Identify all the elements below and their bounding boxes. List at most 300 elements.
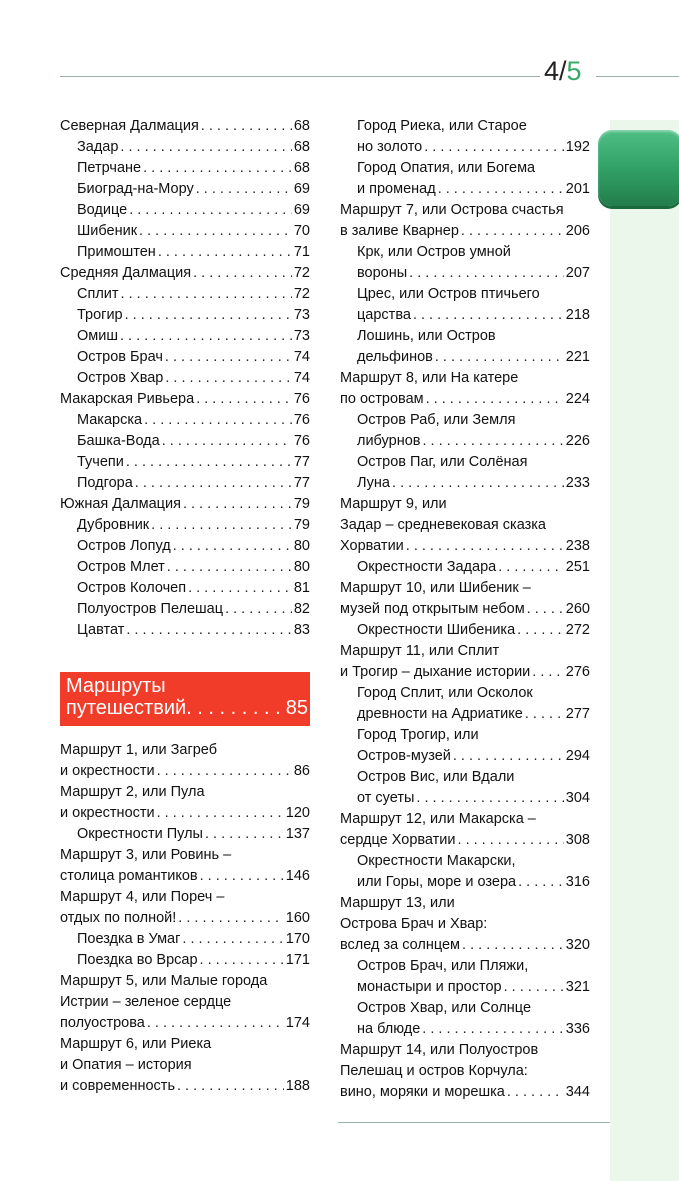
toc-entry-page: 146 xyxy=(285,868,310,884)
toc-entry-title: Окрестности Пулы xyxy=(77,826,203,842)
toc-entry xyxy=(60,908,310,929)
toc-entry-title: вино, моряки и морешка xyxy=(340,1084,505,1100)
toc-entry-title: Примоштен xyxy=(77,244,156,260)
toc-leader xyxy=(129,200,292,221)
toc-entry-title: Острова Брач и Хвар: xyxy=(340,916,488,932)
toc-entry-title: Окрестности Шибеника xyxy=(357,622,516,638)
toc-entry-page: 79 xyxy=(293,517,310,533)
toc-entry-title: или Горы, море и озера xyxy=(357,874,517,890)
toc-leader xyxy=(406,536,564,557)
toc-leader xyxy=(424,137,564,158)
toc-entry xyxy=(340,221,590,242)
toc-entry xyxy=(340,956,590,977)
toc-entry-title: Маршрут 4, или Пореч – xyxy=(60,889,225,905)
toc-entry xyxy=(340,410,590,431)
toc-leader xyxy=(201,116,292,137)
toc-entry-page: 79 xyxy=(293,496,310,512)
toc-entry-title: Маршрут 11, или Сплит xyxy=(340,643,500,659)
toc-entry-page: 160 xyxy=(285,910,310,926)
toc-leader xyxy=(461,221,564,242)
toc-leader xyxy=(173,536,292,557)
toc-entry-title: Маршрут 2, или Пула xyxy=(60,784,205,800)
toc-leader xyxy=(183,494,292,515)
toc-entry-title: Остров Млет xyxy=(77,559,165,575)
toc-entry-title: Подгора xyxy=(77,475,133,491)
toc-entry xyxy=(340,284,590,305)
toc-entry xyxy=(60,1013,310,1034)
toc-entry xyxy=(340,137,590,158)
toc-leader xyxy=(525,704,564,725)
toc-leader xyxy=(392,473,564,494)
toc-entry-title: Сплит xyxy=(77,286,119,302)
toc-leader xyxy=(225,599,292,620)
toc-entry xyxy=(340,263,590,284)
toc-entry-title: сердце Хорватии xyxy=(340,832,456,848)
toc-entry-page: 201 xyxy=(565,181,590,197)
toc-entry-title: Город Сплит, или Осколок xyxy=(357,685,533,701)
toc-leader xyxy=(426,389,564,410)
toc-leader xyxy=(504,977,564,998)
toc-leader xyxy=(143,158,292,179)
toc-entry xyxy=(340,809,590,830)
toc-entry xyxy=(340,578,590,599)
toc-entry-title: Средняя Далмация xyxy=(60,265,192,281)
toc-entry xyxy=(60,515,310,536)
toc-entry-title: и окрестности xyxy=(60,805,155,821)
toc-entry xyxy=(60,578,310,599)
toc-entry-title: Маршрут 3, или Ровинь – xyxy=(60,847,232,863)
toc-entry-page: 171 xyxy=(285,952,310,968)
toc-entry xyxy=(340,641,590,662)
toc-entry-title: древности на Адриатике xyxy=(357,706,523,722)
page-separator: / xyxy=(559,56,567,86)
toc-entry-title: Маршрут 1, или Загреб xyxy=(60,742,218,758)
toc-entry xyxy=(60,347,310,368)
toc-entry xyxy=(60,179,310,200)
toc-entry-page: 277 xyxy=(565,706,590,722)
toc-entry xyxy=(60,866,310,887)
toc-entry-page: 68 xyxy=(293,160,310,176)
toc-leader xyxy=(126,452,292,473)
toc-leader xyxy=(196,389,292,410)
toc-entry xyxy=(340,935,590,956)
banner-title-line2 xyxy=(66,697,308,720)
toc-entry-title: Остров Лопуд xyxy=(77,538,171,554)
toc-entry xyxy=(340,851,590,872)
toc-entry xyxy=(60,116,310,137)
toc-leader xyxy=(162,431,292,452)
toc-entry xyxy=(60,887,310,908)
toc-entry xyxy=(60,137,310,158)
toc-entry-page: 344 xyxy=(565,1084,590,1100)
toc-leader xyxy=(177,1076,284,1097)
toc-entry-title: но золото xyxy=(357,139,423,155)
toc-entry-page: 304 xyxy=(565,790,590,806)
toc-entry-title: по островам xyxy=(340,391,424,407)
toc-leader xyxy=(453,746,564,767)
toc-entry-page: 86 xyxy=(293,763,310,779)
toc-entry xyxy=(60,494,310,515)
toc-leader xyxy=(205,824,284,845)
toc-leader xyxy=(435,347,564,368)
toc-leader xyxy=(518,872,564,893)
toc-entry-title: Маршрут 5, или Малые города xyxy=(60,973,268,989)
toc-entry-page: 294 xyxy=(565,748,590,764)
toc-entry xyxy=(340,1019,590,1040)
toc-leader xyxy=(147,1013,284,1034)
toc-entry-title: Хорватии xyxy=(340,538,404,554)
toc-entry xyxy=(340,998,590,1019)
toc-entry-page: 73 xyxy=(293,307,310,323)
toc-entry-title: Маршрут 13, или xyxy=(340,895,455,911)
toc-entry xyxy=(60,431,310,452)
toc-entry-title: и променад xyxy=(357,181,436,197)
toc-leader xyxy=(458,830,564,851)
toc-entry xyxy=(60,410,310,431)
toc-leader xyxy=(462,935,564,956)
toc-entry xyxy=(340,557,590,578)
toc-entry-title: Башка-Вода xyxy=(77,433,160,449)
toc-entry-title: Город Риека, или Старое xyxy=(357,118,527,134)
toc-leader xyxy=(413,305,564,326)
toc-leader xyxy=(200,950,284,971)
toc-entry-title: монастыри и простор xyxy=(357,979,502,995)
side-strip xyxy=(610,120,679,1181)
toc-entry-title: Трогир xyxy=(77,307,123,323)
toc-entry-page: 81 xyxy=(293,580,310,596)
toc-entry xyxy=(60,971,310,992)
toc-entry xyxy=(60,368,310,389)
toc-entry-title: Окрестности Макарски, xyxy=(357,853,516,869)
toc-leader xyxy=(517,620,564,641)
toc-entry xyxy=(60,761,310,782)
toc-entry xyxy=(60,284,310,305)
toc-entry xyxy=(60,557,310,578)
page-total: 5 xyxy=(566,56,582,86)
toc-entry-title: дельфинов xyxy=(357,349,433,365)
toc-entry-title: Северная Далмация xyxy=(60,118,199,134)
toc-entry xyxy=(60,845,310,866)
toc-entry xyxy=(340,452,590,473)
toc-entry-page: 74 xyxy=(293,370,310,386)
toc-entry-page: 221 xyxy=(565,349,590,365)
toc-entry xyxy=(340,1040,590,1061)
toc-entry-title: Маршрут 14, или Полуостров xyxy=(340,1042,539,1058)
toc-entry-title: Поездка во Врсар xyxy=(77,952,198,968)
toc-entry xyxy=(340,620,590,641)
toc-entry xyxy=(60,803,310,824)
toc-entry-page: 72 xyxy=(293,286,310,302)
toc-leader xyxy=(507,1082,564,1103)
toc-entry xyxy=(60,452,310,473)
toc-entry-title: Остров Колочеп xyxy=(77,580,187,596)
toc-leader xyxy=(167,557,292,578)
toc-entry xyxy=(60,200,310,221)
toc-entry-page: 70 xyxy=(293,223,310,239)
footer-rule xyxy=(338,1122,610,1123)
toc-entry-title: и современность xyxy=(60,1078,175,1094)
toc-entry-title: Остров Вис, или Вдали xyxy=(357,769,515,785)
toc-entry-title: Остров Брач, или Пляжи, xyxy=(357,958,529,974)
toc-entry xyxy=(60,326,310,347)
toc-entry-title: Маршрут 6, или Риека xyxy=(60,1036,212,1052)
toc-entry-title: Макарска xyxy=(77,412,143,428)
toc-entry-page: 207 xyxy=(565,265,590,281)
toc-entry-title: Остров Раб, или Земля xyxy=(357,412,516,428)
toc-entry-page: 69 xyxy=(293,202,310,218)
toc-entry-title: Крк, или Остров умной xyxy=(357,244,511,260)
toc-entry xyxy=(340,746,590,767)
toc-entry xyxy=(340,914,590,935)
toc-entry-page: 206 xyxy=(565,223,590,239)
toc-entry xyxy=(340,536,590,557)
toc-entry xyxy=(340,494,590,515)
toc-entry-title: Остров Хвар, или Солнце xyxy=(357,1000,532,1016)
toc-entry-title: Макарская Ривьера xyxy=(60,391,195,407)
toc-entry xyxy=(60,992,310,1013)
toc-leader xyxy=(126,620,292,641)
toc-entry-title: Маршрут 12, или Макарска – xyxy=(340,811,536,827)
toc-leader xyxy=(157,761,292,782)
toc-entry-title: и Опатия – история xyxy=(60,1057,192,1073)
toc-entry-title: Шибеник xyxy=(77,223,138,239)
toc-entry xyxy=(60,473,310,494)
toc-entry xyxy=(340,1082,590,1103)
toc-entry xyxy=(340,872,590,893)
toc-leader xyxy=(196,179,292,200)
toc-entry-page: 68 xyxy=(293,139,310,155)
banner-page: 85 xyxy=(285,697,308,719)
toc-entry xyxy=(60,950,310,971)
toc-leader xyxy=(527,599,564,620)
toc-entry xyxy=(340,347,590,368)
toc-column-left-top xyxy=(60,116,310,641)
toc-entry-page: 174 xyxy=(285,1015,310,1031)
toc-entry-title: Южная Далмация xyxy=(60,496,181,512)
toc-entry-title: отдых по полной! xyxy=(60,910,177,926)
toc-entry-title: Город Трогир, или xyxy=(357,727,479,743)
toc-leader xyxy=(438,179,564,200)
toc-entry-page: 77 xyxy=(293,454,310,470)
toc-entry-page: 73 xyxy=(293,328,310,344)
toc-entry-title: Цавтат xyxy=(77,622,125,638)
page-current: 4 xyxy=(544,56,560,86)
toc-leader xyxy=(121,284,292,305)
toc-entry-title: Остров Брач xyxy=(77,349,163,365)
toc-entry xyxy=(340,662,590,683)
toc-entry-page: 233 xyxy=(565,475,590,491)
toc-leader xyxy=(139,221,292,242)
toc-entry xyxy=(340,158,590,179)
toc-entry-page: 192 xyxy=(565,139,590,155)
toc-entry-title: либурнов xyxy=(357,433,421,449)
toc-entry-title: Остров-музей xyxy=(357,748,451,764)
toc-leader xyxy=(157,803,284,824)
toc-entry-page: 80 xyxy=(293,559,310,575)
toc-entry xyxy=(60,599,310,620)
toc-entry-title: Маршрут 8, или На катере xyxy=(340,370,519,386)
toc-entry xyxy=(340,305,590,326)
toc-entry-page: 321 xyxy=(565,979,590,995)
section-tab xyxy=(598,130,679,206)
toc-entry-page: 238 xyxy=(565,538,590,554)
toc-entry xyxy=(60,824,310,845)
toc-entry-title: музей под открытым небом xyxy=(340,601,525,617)
toc-entry-page: 80 xyxy=(293,538,310,554)
toc-leader xyxy=(178,908,284,929)
toc-column-right xyxy=(340,116,590,1103)
toc-entry-page: 251 xyxy=(565,559,590,575)
toc-entry-page: 276 xyxy=(565,664,590,680)
toc-entry xyxy=(60,929,310,950)
toc-entry-page: 68 xyxy=(293,118,310,134)
toc-entry-page: 72 xyxy=(293,265,310,281)
toc-entry-title: вороны xyxy=(357,265,408,281)
toc-entry xyxy=(60,782,310,803)
toc-entry-page: 137 xyxy=(285,826,310,842)
toc-entry xyxy=(340,389,590,410)
banner-title-text: путешествий xyxy=(66,697,187,719)
header-rule xyxy=(60,76,540,77)
toc-leader xyxy=(158,242,292,263)
toc-entry-title: Лошинь, или Остров xyxy=(357,328,496,344)
toc-entry-page: 188 xyxy=(285,1078,310,1094)
toc-entry xyxy=(340,473,590,494)
toc-entry-title: Город Опатия, или Богема xyxy=(357,160,536,176)
toc-entry-title: Тучепи xyxy=(77,454,124,470)
toc-leader xyxy=(182,929,283,950)
toc-entry-page: 77 xyxy=(293,475,310,491)
toc-entry-title: на блюде xyxy=(357,1021,421,1037)
toc-entry-page: 120 xyxy=(285,805,310,821)
toc-entry xyxy=(340,977,590,998)
toc-entry xyxy=(340,767,590,788)
toc-entry-page: 76 xyxy=(293,433,310,449)
toc-entry-title: Остров Хвар xyxy=(77,370,164,386)
toc-entry-page: 218 xyxy=(565,307,590,323)
toc-leader xyxy=(120,137,291,158)
toc-entry-title: Црес, или Остров птичьего xyxy=(357,286,540,302)
toc-leader xyxy=(193,263,292,284)
toc-entry xyxy=(340,599,590,620)
toc-entry-page: 74 xyxy=(293,349,310,365)
toc-entry-title: Луна xyxy=(357,475,391,491)
toc-entry xyxy=(340,431,590,452)
toc-leader xyxy=(188,578,292,599)
toc-leader xyxy=(498,557,564,578)
toc-entry xyxy=(340,1061,590,1082)
toc-entry xyxy=(340,242,590,263)
toc-entry xyxy=(340,725,590,746)
toc-entry-page: 170 xyxy=(285,931,310,947)
banner-title-line1: Маршруты xyxy=(66,675,166,697)
toc-entry-title: Задар – средневековая сказка xyxy=(340,517,546,533)
toc-entry-title: Омиш xyxy=(77,328,118,344)
header-rule-right xyxy=(596,76,679,77)
toc-leader xyxy=(200,866,284,887)
toc-entry-title: и Трогир – дыхание истории xyxy=(340,664,531,680)
toc-entry xyxy=(340,368,590,389)
toc-entry-page: 76 xyxy=(293,412,310,428)
toc-entry xyxy=(60,305,310,326)
toc-entry-title: Маршрут 9, или xyxy=(340,496,447,512)
toc-entry-title: Полуостров Пелешац xyxy=(77,601,224,617)
toc-leader xyxy=(135,473,292,494)
toc-entry-title: вслед за солнцем xyxy=(340,937,461,953)
toc-entry xyxy=(60,221,310,242)
toc-entry xyxy=(340,893,590,914)
toc-entry-page: 260 xyxy=(565,601,590,617)
toc-entry-page: 316 xyxy=(565,874,590,890)
toc-leader xyxy=(532,662,564,683)
page-number xyxy=(544,56,582,87)
toc-entry-title: Маршрут 7, или Острова счастья xyxy=(340,202,564,218)
toc-entry-page: 226 xyxy=(565,433,590,449)
toc-entry-title: Биоград-на-Мору xyxy=(77,181,194,197)
toc-entry-title: от суеты xyxy=(357,790,415,806)
toc-leader xyxy=(416,788,563,809)
toc-entry-page: 71 xyxy=(293,244,310,260)
toc-entry xyxy=(340,704,590,725)
toc-leader xyxy=(151,515,292,536)
toc-entry xyxy=(340,515,590,536)
toc-entry-title: Водице xyxy=(77,202,128,218)
toc-entry xyxy=(60,389,310,410)
toc-leader xyxy=(125,305,292,326)
toc-entry-title: столица романтиков xyxy=(60,868,198,884)
toc-entry-title: Петрчане xyxy=(77,160,142,176)
toc-leader xyxy=(165,347,292,368)
toc-entry-title: Пелешац и остров Корчула: xyxy=(340,1063,528,1079)
toc-entry-page: 224 xyxy=(565,391,590,407)
toc-entry xyxy=(340,326,590,347)
toc-entry-title: Остров Паг, или Солёная xyxy=(357,454,528,470)
toc-entry xyxy=(340,200,590,221)
section-banner xyxy=(60,672,310,726)
toc-entry-page: 336 xyxy=(565,1021,590,1037)
toc-entry-title: в заливе Кварнер xyxy=(340,223,459,239)
toc-entry xyxy=(340,788,590,809)
toc-entry xyxy=(60,740,310,761)
toc-entry xyxy=(340,179,590,200)
toc-entry xyxy=(60,1034,310,1055)
toc-leader xyxy=(422,431,563,452)
toc-leader xyxy=(409,263,564,284)
banner-leader xyxy=(186,697,286,720)
toc-entry xyxy=(60,263,310,284)
toc-entry xyxy=(60,242,310,263)
toc-entry xyxy=(60,158,310,179)
toc-entry-title: Окрестности Задара xyxy=(357,559,497,575)
toc-entry-page: 320 xyxy=(565,937,590,953)
toc-leader xyxy=(144,410,292,431)
toc-entry-title: Истрии – зеленое сердце xyxy=(60,994,232,1010)
toc-entry-page: 83 xyxy=(293,622,310,638)
toc-leader xyxy=(165,368,291,389)
toc-entry-title: Задар xyxy=(77,139,119,155)
toc-entry-page: 272 xyxy=(565,622,590,638)
toc-entry-title: и окрестности xyxy=(60,763,155,779)
toc-entry-title: Маршрут 10, или Шибеник – xyxy=(340,580,531,596)
toc-leader xyxy=(120,326,292,347)
toc-entry-title: Поездка в Умаг xyxy=(77,931,181,947)
toc-entry-page: 82 xyxy=(293,601,310,617)
toc-entry-title: Дубровник xyxy=(77,517,150,533)
toc-entry xyxy=(60,536,310,557)
toc-entry-title: полуострова xyxy=(60,1015,145,1031)
toc-entry xyxy=(60,620,310,641)
toc-entry xyxy=(340,683,590,704)
